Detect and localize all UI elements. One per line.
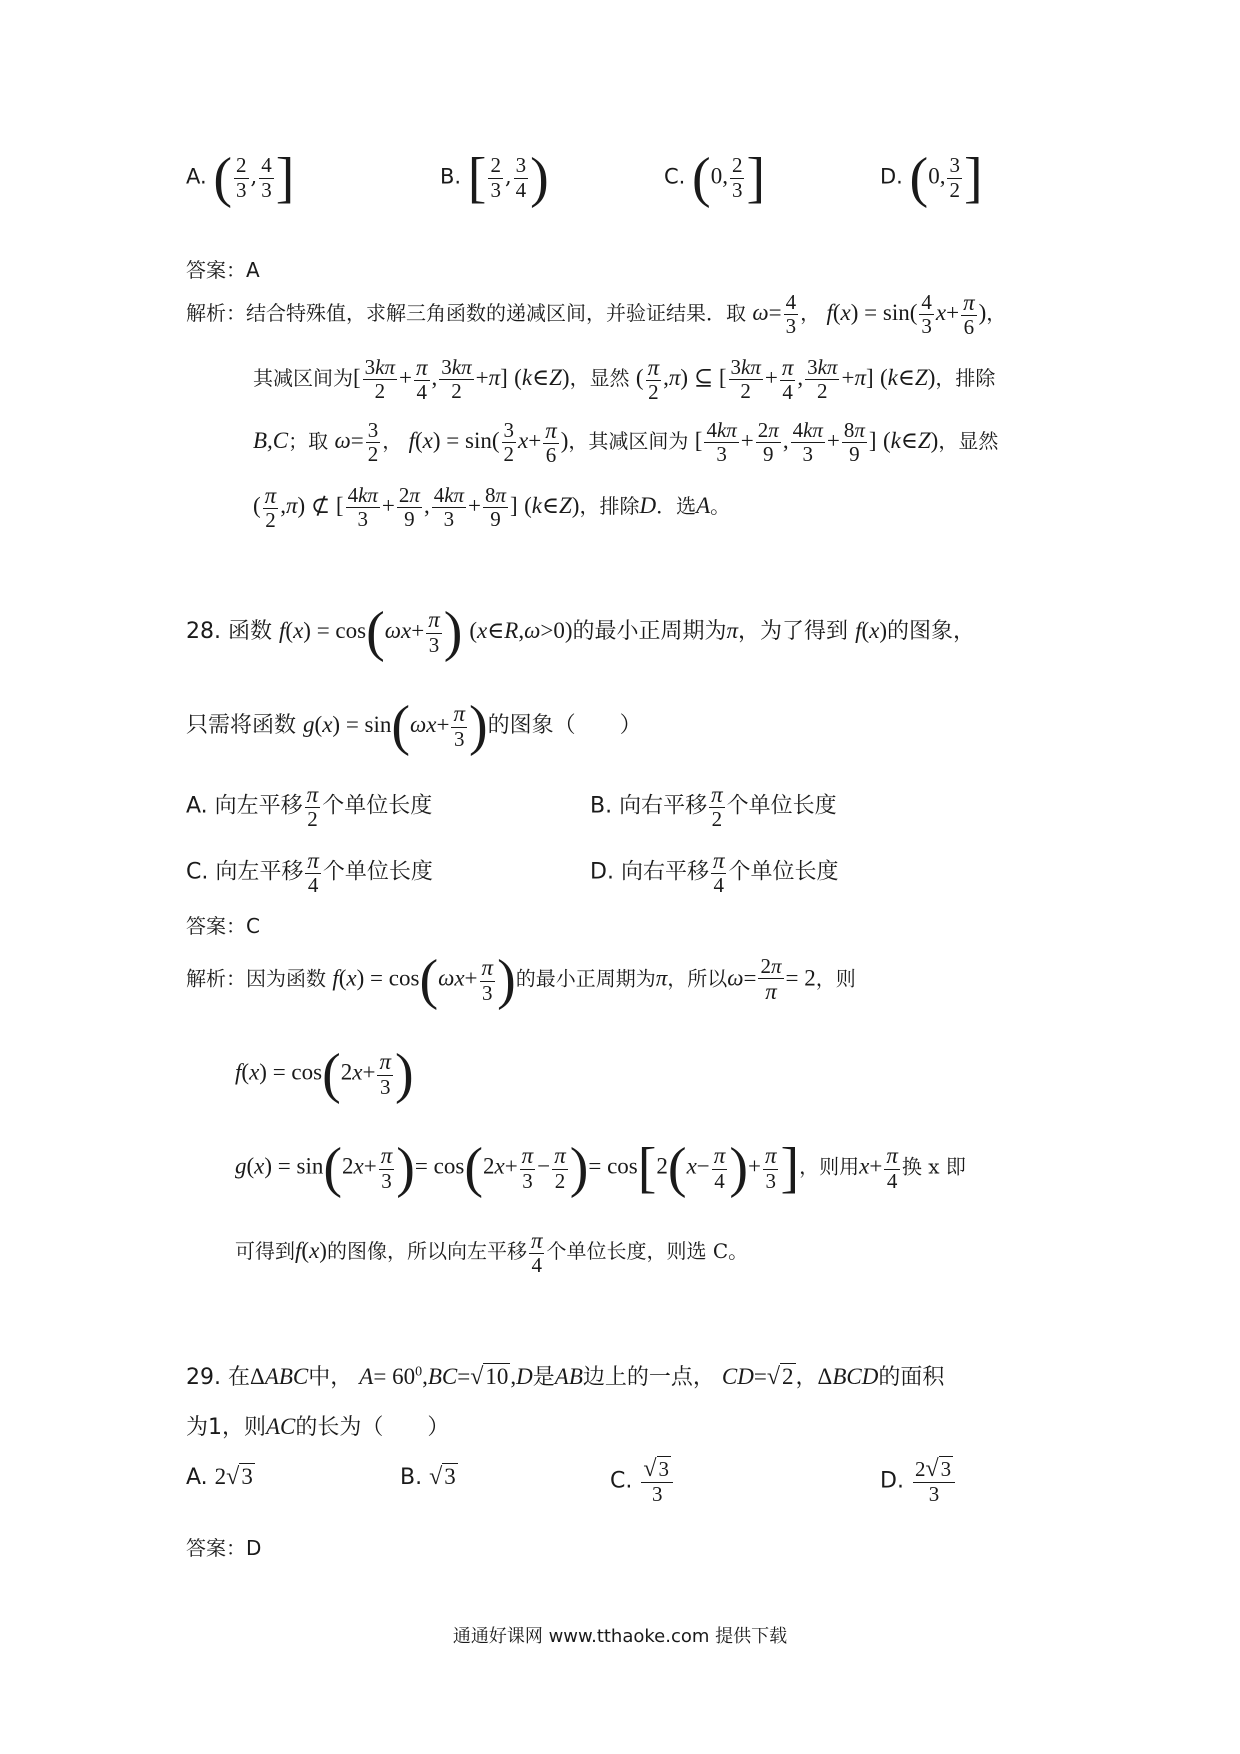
q29-option-c: C. $\frac{√3}{3}$ <box>610 1456 675 1506</box>
prev-explanation-line-2: 其减区间为[ $\frac{3k\pi}{2}$ + $\frac{\pi}{4}$ , $\frac{3k\pi}{2}$ +π] (k∈Z)，显然 ( $\frac{\pi}{2}$ ,π) ⊆ [ $\frac{3k\pi}{2}$ + $\frac{\pi}{4}$ , $\frac{3k\pi}{2}$ +π] (k∈Z)，排除 <box>253 355 996 405</box>
prev-explanation-line-3: B,C；取 ω= $\frac{3}{2}$ ， f(x) = sin( $\frac{3}{2}$ x+ $\frac{\pi}{6}$ )，其减区间为 [ $\frac{4k\pi}{3}$ + $\frac{2\pi}{9}$ , $\frac{4k\pi}{3}$ + $\frac{8\pi}{9}$ ] (k∈Z)，显然 <box>253 418 999 468</box>
prev-option-d: D. (0, $\frac{3}{2}$ ] <box>880 147 983 209</box>
q28-explanation-line-4: 可得到f(x)的图像，所以向左平移 $\frac{\pi}{4}$ 个单位长度，则选 C。 <box>235 1228 749 1278</box>
q28-explanation-line-1: 解析：因为函数 f(x) = cos(ωx+ $\frac{\pi}{3}$ )的最小正周期为π，所以ω= $\frac{2\pi}{\pi}$ = 2，则 <box>186 949 856 1011</box>
q29-stem-line-1: 29. 在ΔABC中， $A= 60^0,BC=√10,D$是AB边上的一点， CD=√2，ΔBCD的面积 <box>186 1364 945 1390</box>
q28-explanation-line-2: f(x) = cos(2x+ $\frac{\pi}{3}$ ) <box>235 1043 414 1105</box>
q28-stem-line-1: 28. 函数 f(x) = cos(ωx+ $\frac{\pi}{3}$ ) (x∈R,ω>0)的最小正周期为π，为了得到 f(x)的图象， <box>186 601 976 663</box>
q28-stem-line-2: 只需将函数 g(x) = sin(ωx+ $\frac{\pi}{3}$ )的图象（ ） <box>186 695 642 757</box>
prev-answer: 答案：A <box>186 258 260 282</box>
q29-stem-line-2: 为1，则AC的长为（ ） <box>186 1414 450 1440</box>
prev-explanation-line-1: 解析：结合特殊值，求解三角函数的递减区间，并验证结果．取 ω= $\frac{4}{3}$ ， f(x) = sin( $\frac{4}{3}$ x+ $\frac{\pi}{6}$ )， <box>186 290 1007 340</box>
q29-option-a: A. 2√3 <box>186 1464 253 1490</box>
q29-option-b: B. √3 <box>400 1464 456 1490</box>
prev-option-c: C. (0, $\frac{2}{3}$ ] <box>664 147 766 209</box>
q28-option-c: C. 向左平移 $\frac{\pi}{4}$ 个单位长度 <box>186 848 433 898</box>
prev-explanation-line-4: ( $\frac{\pi}{2}$ ,π) ⊄ [ $\frac{4k\pi}{3}$ + $\frac{2\pi}{9}$ , $\frac{4k\pi}{3}$ + $\frac{8\pi}{9}$ ] (k∈Z)，排除D．选A。 <box>253 483 731 533</box>
q29-answer: 答案：D <box>186 1536 262 1560</box>
prev-option-b: B. [ $\frac{2}{3}$ , $\frac{3}{4}$ ) <box>440 147 549 209</box>
page-footer: 通通好课网 www.tthaoke.com 提供下载 <box>452 1626 788 1647</box>
q28-option-a: A. 向左平移 $\frac{\pi}{2}$ 个单位长度 <box>186 782 433 832</box>
q28-option-b: B. 向右平移 $\frac{\pi}{2}$ 个单位长度 <box>590 782 837 832</box>
q29-option-d: D. $\frac{2√3}{3}$ <box>880 1456 957 1506</box>
prev-option-a: A. ( $\frac{2}{3}$ , $\frac{4}{3}$ ] <box>186 147 295 209</box>
q28-option-d: D. 向右平移 $\frac{\pi}{4}$ 个单位长度 <box>590 848 839 898</box>
q28-answer: 答案：C <box>186 914 260 938</box>
q28-explanation-line-3: g(x) = sin(2x+ $\frac{\pi}{3}$ )= cos(2x+ $\frac{\pi}{3}$ − $\frac{\pi}{2}$ )= cos[2(x− $\frac{\pi}{4}$ )+ $\frac{\pi}{3}$ ]，则用x+ $\frac{\pi}{4}$ 换 x 即 <box>235 1137 966 1199</box>
